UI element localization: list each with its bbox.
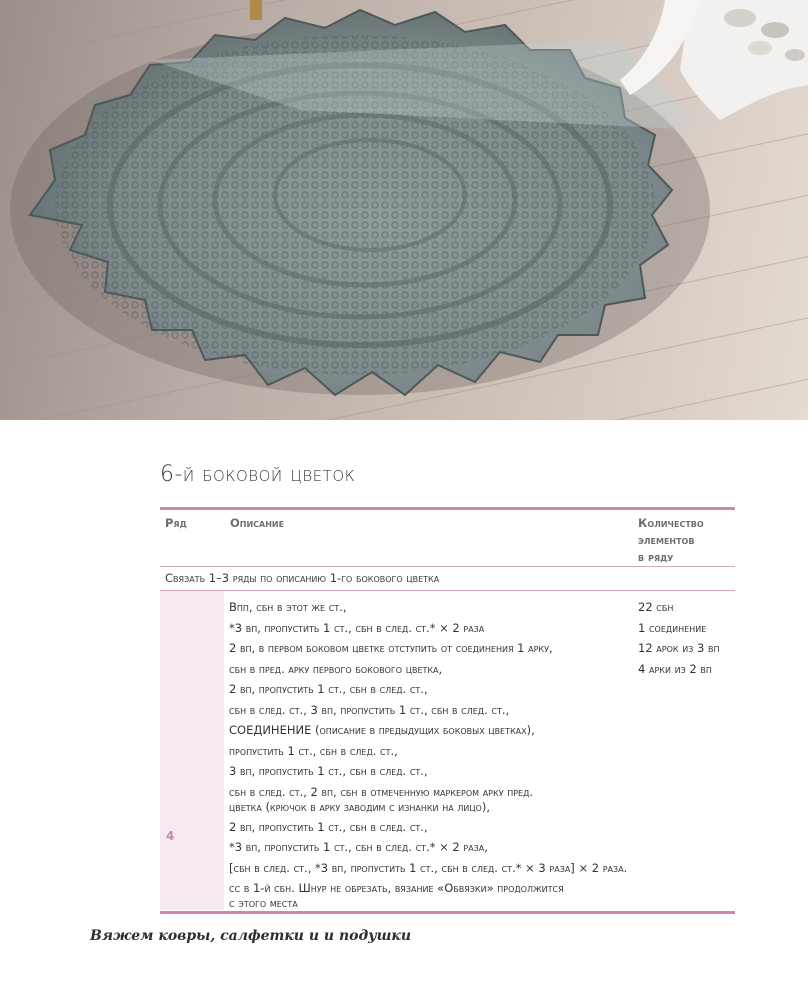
description-line: 2 вп, пропустить 1 ст., сбн в след. ст., [229, 682, 428, 696]
row-number: 4 [166, 829, 175, 843]
count-line: 1 соединение [638, 620, 707, 635]
header-count-line: элементов [638, 533, 695, 547]
rug-illustration [0, 0, 808, 420]
book-footer-title: Вяжем ковры, салфетки и и подушки [90, 928, 412, 944]
row-divider [160, 590, 735, 591]
header-row: Ряд [165, 516, 187, 530]
description-line: [сбн в след. ст., *3 вп, пропустить 1 ст., сбн в след. ст.* × 3 раза] × 2 раза. [229, 860, 628, 875]
header-divider [160, 566, 735, 567]
header-description: Описание [230, 516, 285, 530]
header-count [638, 515, 733, 566]
row-description [229, 597, 634, 911]
header-count-line: в ряду [638, 550, 674, 564]
description-line: 2 вп, пропустить 1 ст., сбн в след. ст., [229, 819, 428, 834]
row-counts [638, 597, 735, 679]
description-line: сс в 1-й сбн. Шнур не обрезать, вязание «Обвязки» продолжится [229, 881, 564, 895]
count-line: 4 арки из 2 вп [638, 661, 712, 676]
count-line: 22 сбн [638, 600, 674, 614]
section-title: 6-й боковой цветок [160, 462, 356, 487]
description-line: СОЕДИНЕНИЕ (описание в предыдущих боковых цветках), [229, 723, 535, 737]
description-line: сбн в след. ст., 3 вп, пропустить 1 ст., сбн в след. ст., [229, 702, 510, 717]
description-line: сбн в след. ст., 2 вп, сбн в отмеченную маркером арку пред. [229, 784, 534, 799]
rug-photo [0, 0, 808, 420]
table-bottom-rule [160, 911, 735, 914]
table-top-rule [160, 507, 735, 510]
description-line: цветка (крючок в арку заводим с изнанки на лицо), [229, 799, 490, 814]
description-line: 2 вп, в первом боковом цветке отступить от соединения 1 арку, [229, 641, 553, 655]
description-line: Впп, сбн в этот же ст., [229, 600, 347, 614]
span-row-text: Связать 1–3 ряды по описанию 1-го бокового цветка [165, 571, 440, 585]
description-line: *3 вп, пропустить 1 ст., сбн в след. ст.* × 2 раза [229, 620, 485, 635]
description-line: с этого места [229, 896, 298, 910]
description-line: *3 вп, пропустить 1 ст., сбн в след. ст.* × 2 раза, [229, 840, 488, 854]
description-line: пропустить 1 ст., сбн в след. ст., [229, 743, 398, 758]
row-number-cell [160, 591, 224, 910]
header-count-line: Количество [638, 516, 704, 530]
description-line: 3 вп, пропустить 1 ст., сбн в след. ст., [229, 764, 428, 778]
count-line: 12 арок из 3 вп [638, 641, 720, 655]
description-line: сбн в пред. арку первого бокового цветка, [229, 661, 443, 676]
furniture-leg [250, 0, 262, 20]
